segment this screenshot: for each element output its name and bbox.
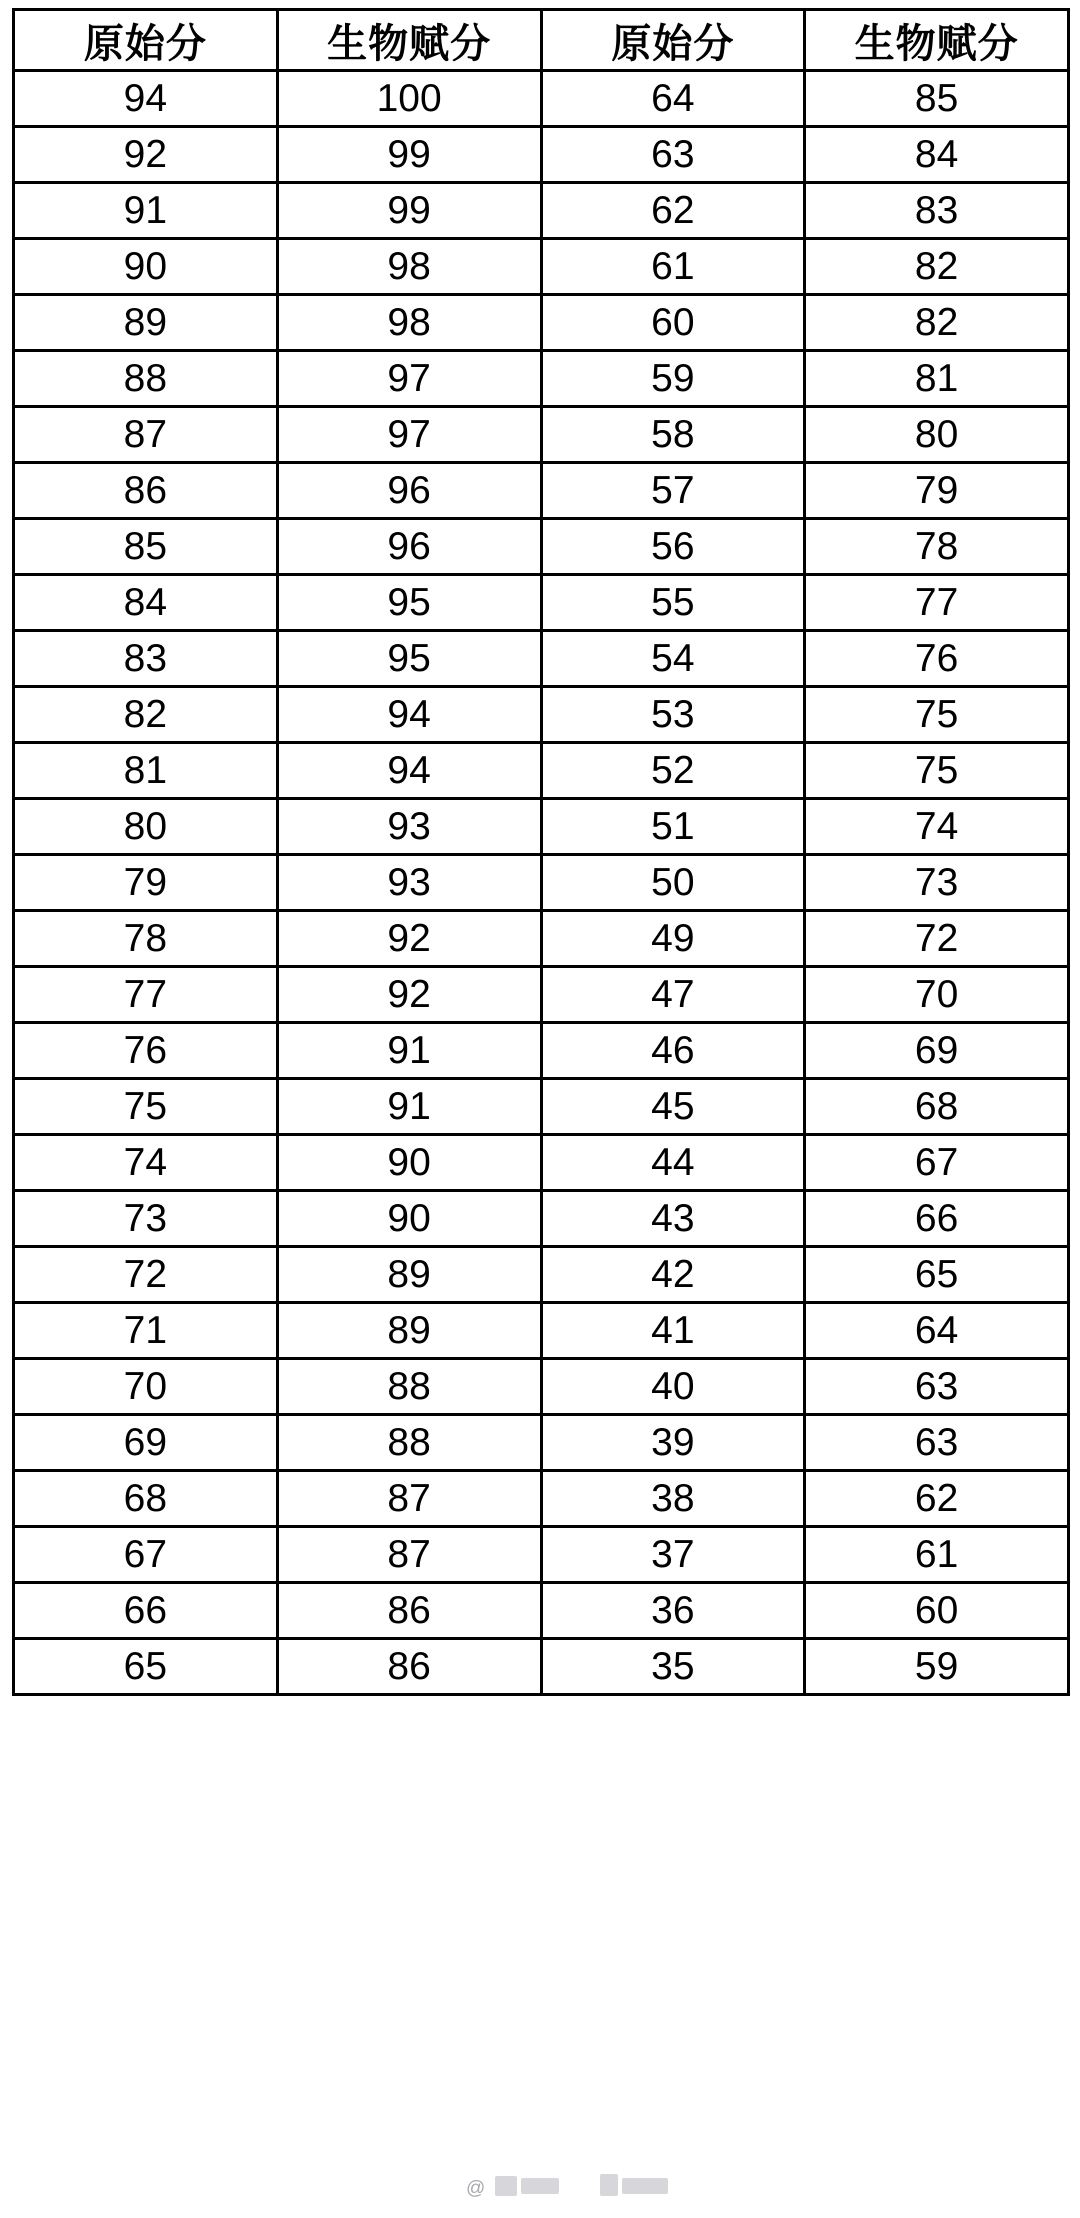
table-cell: 79 (805, 463, 1069, 519)
table-cell: 35 (541, 1639, 805, 1695)
table-cell: 66 (14, 1583, 278, 1639)
table-cell: 96 (277, 519, 541, 575)
table-cell: 90 (14, 239, 278, 295)
table-cell: 51 (541, 799, 805, 855)
table-cell: 82 (805, 239, 1069, 295)
column-header-raw-score-1: 原始分 (14, 10, 278, 71)
table-cell: 78 (14, 911, 278, 967)
table-cell: 67 (805, 1135, 1069, 1191)
table-cell: 77 (14, 967, 278, 1023)
table-cell: 72 (805, 911, 1069, 967)
table-row (14, 1527, 1069, 1583)
table-cell: 93 (277, 855, 541, 911)
table-cell: 96 (277, 463, 541, 519)
table-row (14, 239, 1069, 295)
table-cell: 53 (541, 687, 805, 743)
table-cell: 65 (805, 1247, 1069, 1303)
table-cell: 84 (805, 127, 1069, 183)
table-cell: 63 (541, 127, 805, 183)
table-cell: 90 (277, 1135, 541, 1191)
table-cell: 94 (14, 71, 278, 127)
table-cell: 86 (14, 463, 278, 519)
column-header-assigned-score-2: 生物赋分 (805, 10, 1069, 71)
table-row (14, 743, 1069, 799)
table-cell: 85 (805, 71, 1069, 127)
watermark-block (495, 2176, 517, 2196)
table-cell: 75 (14, 1079, 278, 1135)
table-cell: 62 (805, 1471, 1069, 1527)
column-header-assigned-score-1: 生物赋分 (277, 10, 541, 71)
table-row (14, 1583, 1069, 1639)
table-row (14, 463, 1069, 519)
table-cell: 83 (14, 631, 278, 687)
table-row (14, 967, 1069, 1023)
table-row (14, 1191, 1069, 1247)
score-conversion-table (12, 8, 1070, 1696)
table-cell: 81 (805, 351, 1069, 407)
table-cell: 71 (14, 1303, 278, 1359)
table-cell: 92 (14, 127, 278, 183)
watermark-block (600, 2174, 618, 2196)
table-cell: 49 (541, 911, 805, 967)
table-cell: 94 (277, 743, 541, 799)
table-cell: 88 (277, 1415, 541, 1471)
table-cell: 59 (805, 1639, 1069, 1695)
table-cell: 74 (14, 1135, 278, 1191)
table-cell: 93 (277, 799, 541, 855)
table-cell: 92 (277, 967, 541, 1023)
table-cell: 66 (805, 1191, 1069, 1247)
table-row (14, 351, 1069, 407)
table-row (14, 855, 1069, 911)
table-cell: 54 (541, 631, 805, 687)
document-page (0, 8, 1080, 2218)
table-row (14, 1135, 1069, 1191)
table-row (14, 1079, 1069, 1135)
table-cell: 74 (805, 799, 1069, 855)
table-cell: 65 (14, 1639, 278, 1695)
table-cell: 52 (541, 743, 805, 799)
table-cell: 79 (14, 855, 278, 911)
table-cell: 75 (805, 687, 1069, 743)
table-cell: 63 (805, 1359, 1069, 1415)
table-cell: 89 (277, 1247, 541, 1303)
table-cell: 87 (277, 1527, 541, 1583)
watermark-text: @ (466, 2178, 486, 2199)
table-cell: 73 (14, 1191, 278, 1247)
table-cell: 86 (277, 1639, 541, 1695)
table-cell: 59 (541, 351, 805, 407)
table-cell: 98 (277, 295, 541, 351)
table-cell: 77 (805, 575, 1069, 631)
table-cell: 40 (541, 1359, 805, 1415)
table-cell: 39 (541, 1415, 805, 1471)
table-cell: 87 (277, 1471, 541, 1527)
table-row (14, 1415, 1069, 1471)
table-cell: 64 (541, 71, 805, 127)
table-cell: 99 (277, 127, 541, 183)
table-row (14, 1303, 1069, 1359)
table-cell: 91 (14, 183, 278, 239)
watermark-overlay (0, 2160, 1080, 2216)
table-header-row (14, 10, 1069, 71)
table-cell: 56 (541, 519, 805, 575)
table-cell: 75 (805, 743, 1069, 799)
table-cell: 72 (14, 1247, 278, 1303)
table-row (14, 1023, 1069, 1079)
table-cell: 97 (277, 351, 541, 407)
table-cell: 47 (541, 967, 805, 1023)
table-cell: 61 (541, 239, 805, 295)
table-cell: 84 (14, 575, 278, 631)
table-cell: 68 (14, 1471, 278, 1527)
table-cell: 69 (805, 1023, 1069, 1079)
table-cell: 80 (805, 407, 1069, 463)
table-cell: 87 (14, 407, 278, 463)
table-row (14, 1247, 1069, 1303)
table-row (14, 1639, 1069, 1695)
table-row (14, 1471, 1069, 1527)
table-row (14, 1359, 1069, 1415)
table-cell: 90 (277, 1191, 541, 1247)
table-cell: 99 (277, 183, 541, 239)
column-header-raw-score-2: 原始分 (541, 10, 805, 71)
table-cell: 64 (805, 1303, 1069, 1359)
table-cell: 57 (541, 463, 805, 519)
table-cell: 80 (14, 799, 278, 855)
table-cell: 83 (805, 183, 1069, 239)
table-cell: 58 (541, 407, 805, 463)
table-cell: 41 (541, 1303, 805, 1359)
table-cell: 69 (14, 1415, 278, 1471)
table-row (14, 519, 1069, 575)
table-cell: 38 (541, 1471, 805, 1527)
table-cell: 92 (277, 911, 541, 967)
table-cell: 89 (277, 1303, 541, 1359)
table-row (14, 687, 1069, 743)
table-row (14, 71, 1069, 127)
table-cell: 88 (277, 1359, 541, 1415)
watermark-block (521, 2178, 559, 2194)
table-cell: 94 (277, 687, 541, 743)
table-cell: 76 (805, 631, 1069, 687)
table-cell: 82 (805, 295, 1069, 351)
table-cell: 78 (805, 519, 1069, 575)
table-cell: 70 (14, 1359, 278, 1415)
table-row (14, 295, 1069, 351)
table-cell: 70 (805, 967, 1069, 1023)
table-cell: 60 (541, 295, 805, 351)
table-cell: 55 (541, 575, 805, 631)
table-row (14, 575, 1069, 631)
table-cell: 82 (14, 687, 278, 743)
table-cell: 50 (541, 855, 805, 911)
table-cell: 85 (14, 519, 278, 575)
table-cell: 97 (277, 407, 541, 463)
table-header (14, 10, 1069, 71)
table-cell: 73 (805, 855, 1069, 911)
table-cell: 36 (541, 1583, 805, 1639)
table-cell: 95 (277, 631, 541, 687)
table-cell: 91 (277, 1079, 541, 1135)
table-row (14, 127, 1069, 183)
table-cell: 88 (14, 351, 278, 407)
table-cell: 76 (14, 1023, 278, 1079)
watermark-block (622, 2178, 668, 2194)
table-cell: 100 (277, 71, 541, 127)
table-cell: 46 (541, 1023, 805, 1079)
table-cell: 43 (541, 1191, 805, 1247)
table-cell: 63 (805, 1415, 1069, 1471)
table-cell: 68 (805, 1079, 1069, 1135)
table-row (14, 407, 1069, 463)
table-cell: 62 (541, 183, 805, 239)
table-cell: 37 (541, 1527, 805, 1583)
table-row (14, 631, 1069, 687)
table-cell: 42 (541, 1247, 805, 1303)
table-row (14, 799, 1069, 855)
table-cell: 61 (805, 1527, 1069, 1583)
table-cell: 91 (277, 1023, 541, 1079)
table-cell: 60 (805, 1583, 1069, 1639)
table-cell: 44 (541, 1135, 805, 1191)
table-cell: 67 (14, 1527, 278, 1583)
table-row (14, 183, 1069, 239)
table-cell: 86 (277, 1583, 541, 1639)
table-cell: 95 (277, 575, 541, 631)
table-cell: 81 (14, 743, 278, 799)
table-cell: 89 (14, 295, 278, 351)
table-row (14, 911, 1069, 967)
table-cell: 98 (277, 239, 541, 295)
table-cell: 45 (541, 1079, 805, 1135)
table-body (14, 71, 1069, 1695)
